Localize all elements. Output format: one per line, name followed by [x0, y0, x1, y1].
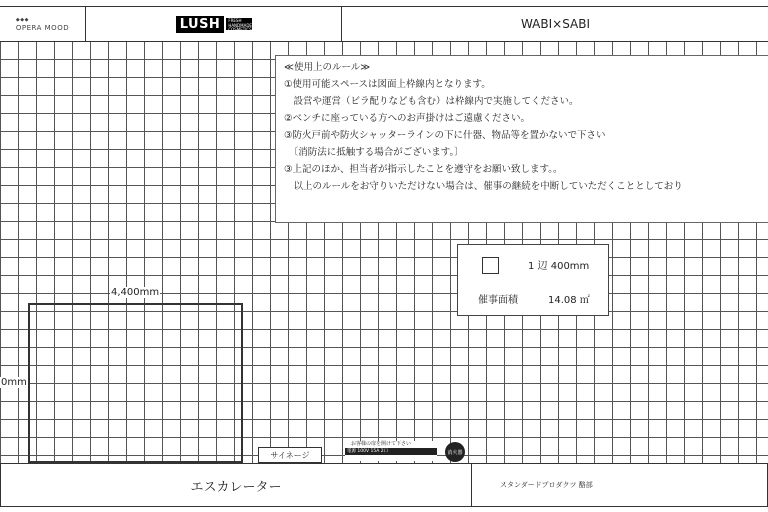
header-title-cell — [341, 6, 768, 41]
usable-space-frame — [28, 303, 243, 463]
header-bar — [0, 0, 768, 42]
legend-box — [457, 244, 609, 316]
space-height-label: 0mm — [1, 377, 27, 388]
opera-mood-logo — [16, 16, 69, 32]
standard-products-area: スタンダードプロダクツ 酪部 — [472, 463, 768, 507]
event-area-label: 催事面積 — [478, 295, 518, 306]
grid-side-label: 1 辺 400mm — [528, 261, 590, 272]
rules-heading: ≪使用上のルール≫ — [284, 62, 371, 73]
opera-mood-logo-mark: ◆◆◆ — [15, 17, 29, 23]
escalator-area: エスカレーター — [0, 463, 472, 507]
opera-mood-logo-text: OPERA MOOD — [15, 24, 70, 32]
rule-line: ①使用可能スペースは図面上枠線内となります。 — [284, 79, 491, 90]
rule-line: ③上記のほか、担当者が指示したことを遵守をお願い致します。。 — [284, 164, 563, 175]
rule-line: 設営や運営（ビラ配りなども含む）は枠線内で実施してください。 — [284, 96, 579, 107]
rule-line: 以上のルールをお守りいただけない場合は、催事の継続を中断していただくこととしており — [284, 181, 683, 192]
space-width-label: 4,400mm — [111, 287, 160, 298]
page-title: WABI×SABI — [520, 17, 591, 31]
notice-top-text: お客様の扉を開けて下さい — [351, 441, 412, 447]
notice-bar-text: 電源 100V 15A 2口 — [345, 448, 437, 455]
header-brand-cell — [85, 6, 342, 41]
lush-logo: LUSH — [176, 16, 225, 33]
rule-line: ③防火戸前や防火シャッターラインの下に什器、物品等を置かないで下さい — [284, 130, 606, 141]
grid-square-icon — [482, 257, 499, 274]
lush-logo-tag: FRESH HANDMADE COSMETICS — [228, 18, 252, 30]
signage-marker: サイネージ — [258, 447, 322, 463]
usage-rules-box — [275, 55, 768, 223]
fire-extinguisher-icon: 消火器 — [445, 442, 465, 462]
footer-bar — [0, 463, 768, 512]
notice-sign — [345, 441, 437, 461]
rule-line: ②ベンチに座っている方へのお声掛けはご遠慮ください。 — [284, 113, 531, 124]
header-logo-cell — [0, 6, 85, 41]
rule-line: 〔消防法に抵触する場合がございます。〕 — [284, 147, 464, 158]
event-area-value: 14.08 ㎡ — [548, 295, 590, 306]
